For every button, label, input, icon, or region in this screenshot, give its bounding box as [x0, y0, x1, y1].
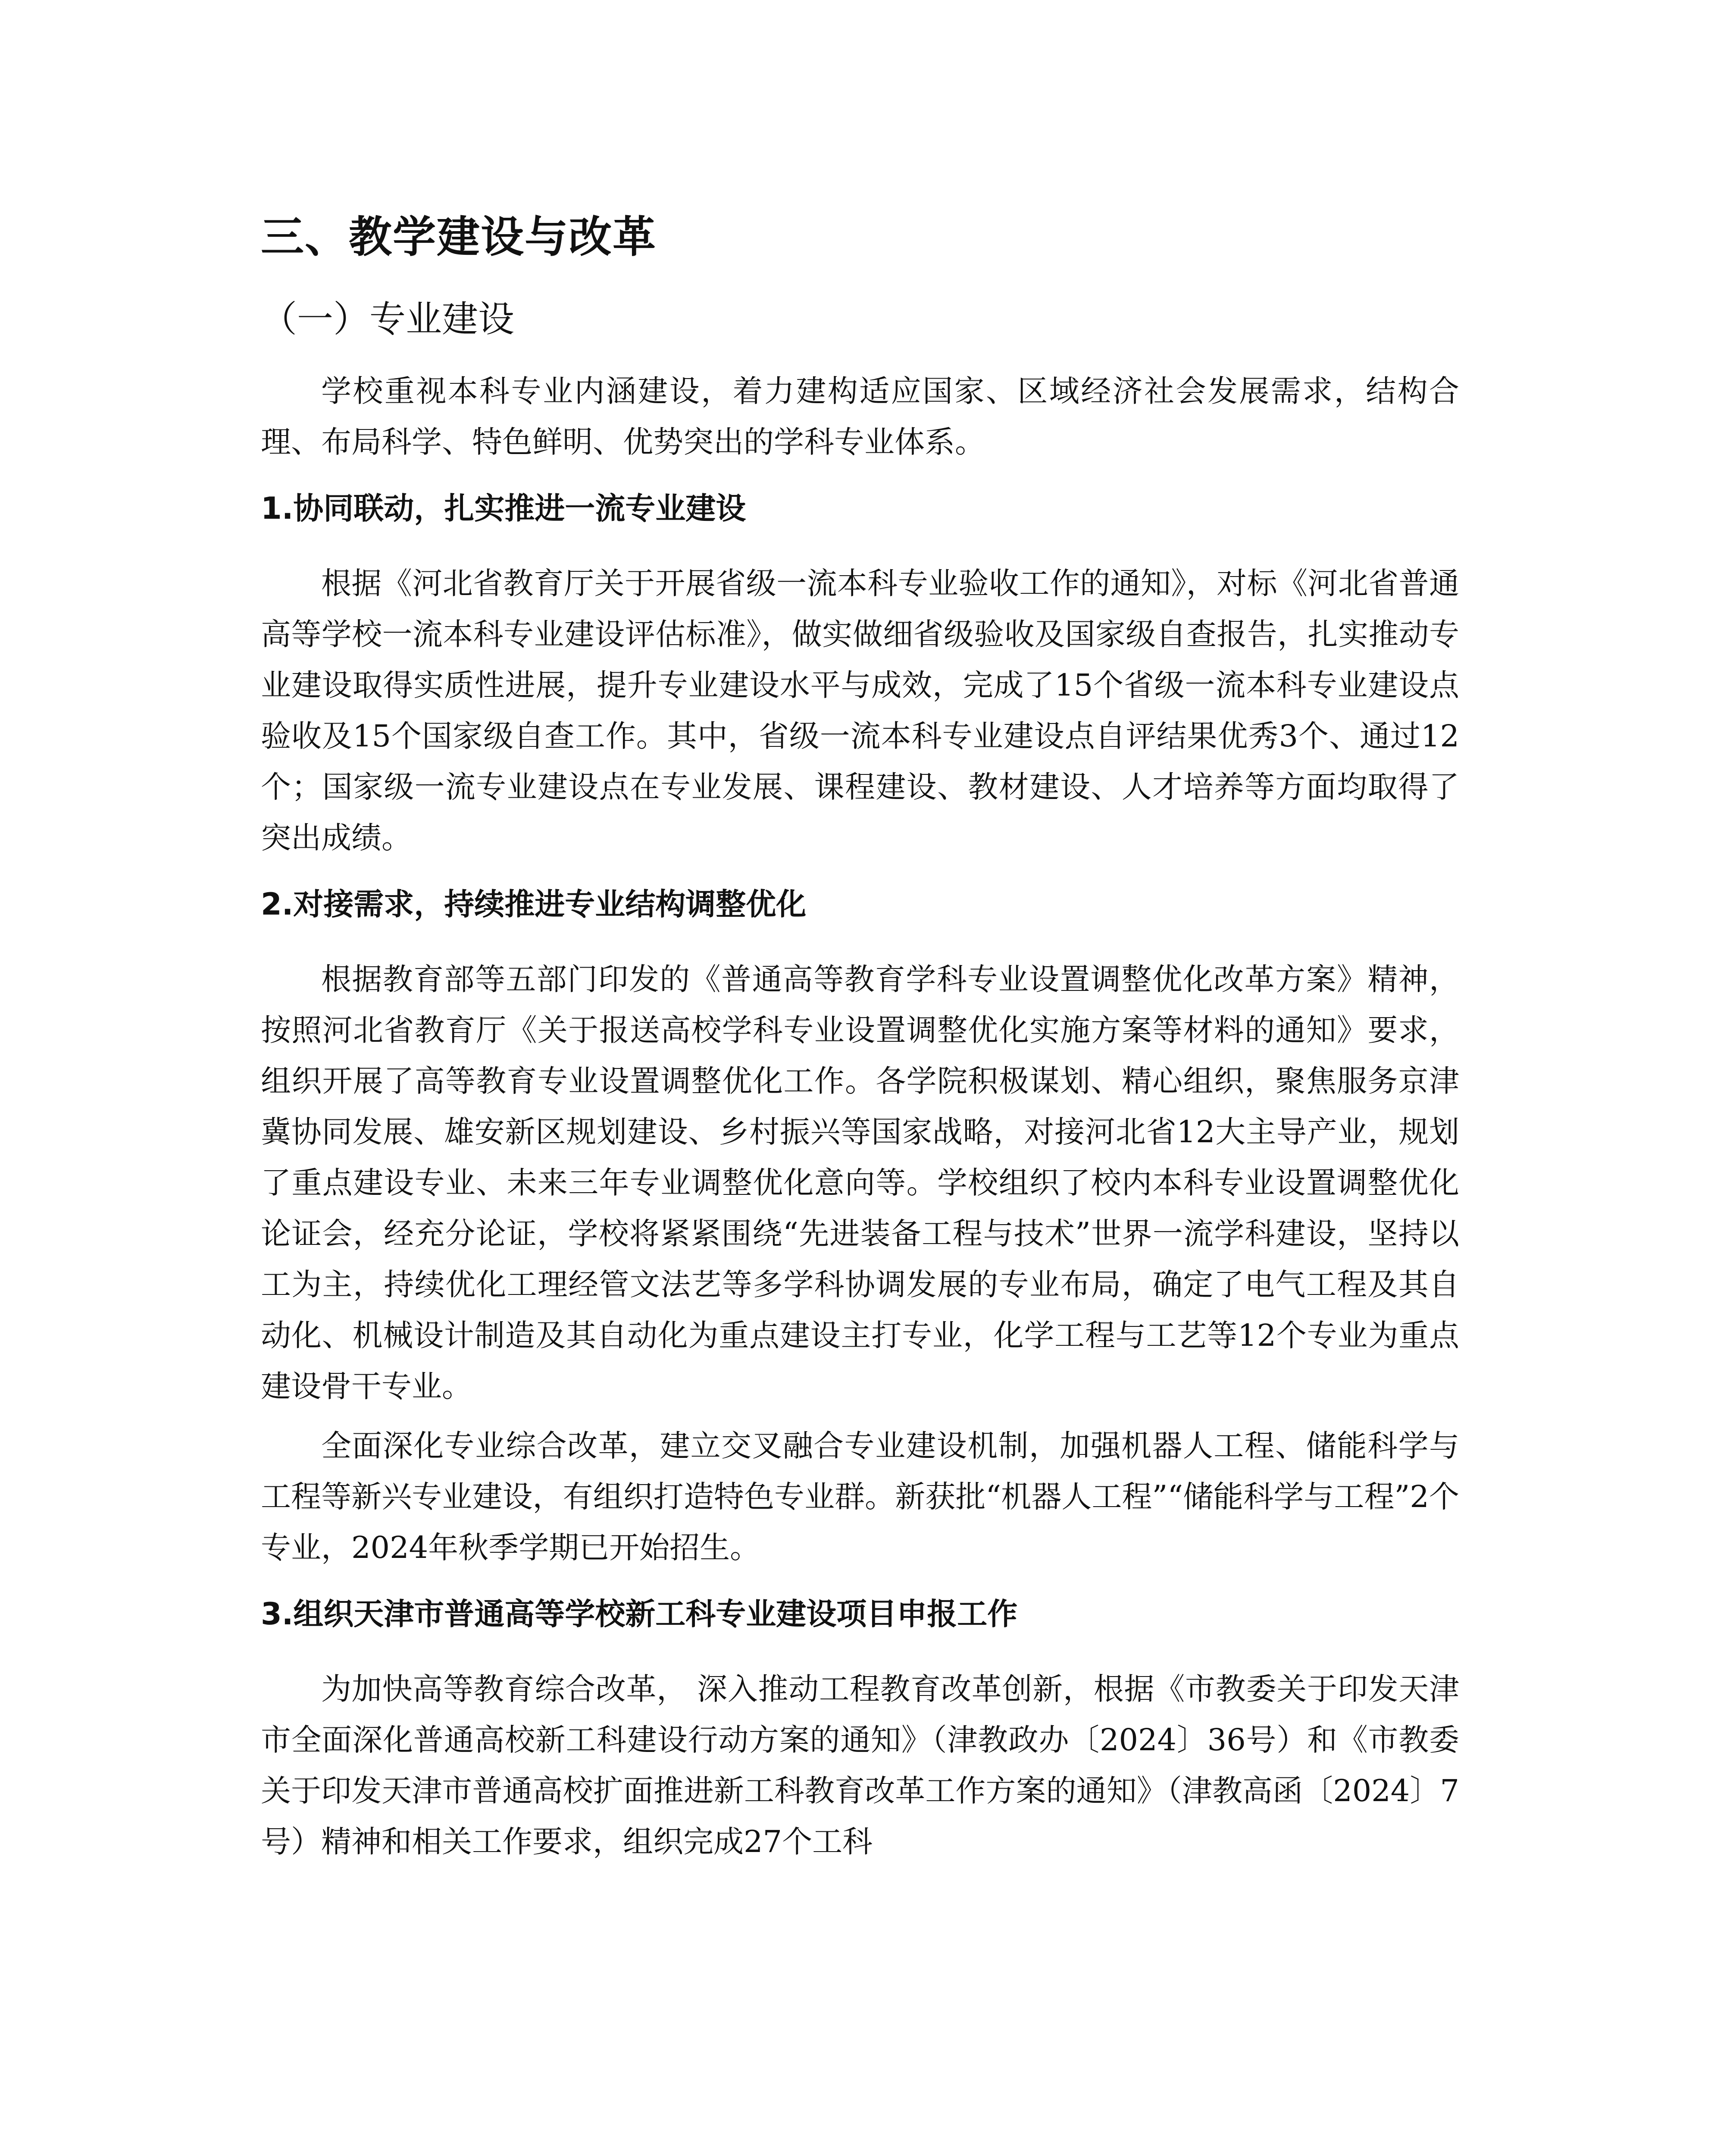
section-heading: （一）专业建设	[261, 298, 515, 340]
intro-paragraph: 学校重视本科专业内涵建设，着力建构适应国家、区域经济社会发展需求，结构合理、布局科学、特色鲜明、优势突出的学科专业体系。	[261, 373, 1459, 460]
paragraph-3-1: 为加快高等教育综合改革， 深入推动工程教育改革创新，根据《市教委关于印发天津市全面深化普通高校新工科建设行动方案的通知》（津教政办〔2024〕36号）和《市教委关于印发天津市普通高校扩面推进新工科教育改革工作方案的通知》（津教高函〔2024〕7号）精神和相关工作要求，组织完成27个工科	[261, 1671, 1459, 1859]
page-content	[261, 207, 1459, 1876]
chapter-heading: 三、教学建设与改革	[261, 212, 657, 262]
subsection-heading-2: 2.对接需求，持续推进专业结构调整优化	[261, 887, 807, 922]
paragraph-1-1: 根据《河北省教育厅关于开展省级一流本科专业验收工作的通知》，对标《河北省普通高等学校一流本科专业建设评估标准》，做实做细省级验收及国家级自查报告，扎实推动专业建设取得实质性进展，提升专业建设水平与成效，完成了15个省级一流本科专业建设点验收及15个国家级自查工作。其中，省级一流本科专业建设点自评结果优秀3个、通过12个；国家级一流专业建设点在专业发展、课程建设、教材建设、人才培养等方面均取得了突出成绩。	[261, 566, 1459, 856]
subsection-heading-3: 3.组织天津市普通高等学校新工科专业建设项目申报工作	[261, 1596, 1018, 1632]
paragraph-2-2: 全面深化专业综合改革，建立交叉融合专业建设机制，加强机器人工程、储能科学与工程等新兴专业建设，有组织打造特色专业群。新获批“机器人工程”“储能科学与工程”2个专业，2024年秋季学期已开始招生。	[261, 1428, 1459, 1565]
paragraph-2-1: 根据教育部等五部门印发的《普通高等教育学科专业设置调整优化改革方案》精神，按照河北省教育厅《关于报送高校学科专业设置调整优化实施方案等材料的通知》要求，组织开展了高等教育专业设置调整优化工作。各学院积极谋划、精心组织，聚焦服务京津冀协同发展、雄安新区规划建设、乡村振兴等国家战略，对接河北省12大主导产业，规划了重点建设专业、未来三年专业调整优化意向等。学校组织了校内本科专业设置调整优化论证会，经充分论证，学校将紧紧围绕“先进装备工程与技术”世界一流学科建设，坚持以工为主，持续优化工理经管文法艺等多学科协调发展的专业布局，确定了电气工程及其自动化、机械设计制造及其自动化为重点建设主打专业，化学工程与工艺等12个专业为重点建设骨干专业。	[261, 962, 1459, 1404]
subsection-heading-1: 1.协同联动，扎实推进一流专业建设	[261, 491, 746, 526]
